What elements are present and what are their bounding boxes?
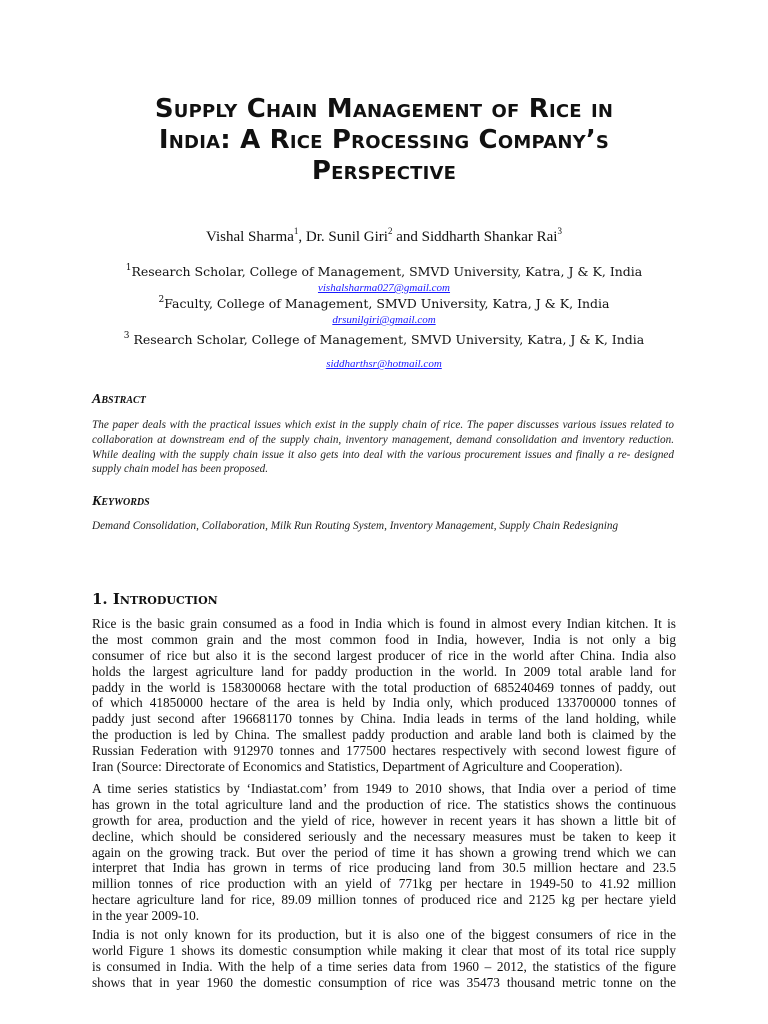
text-line: decline, which should be considered seriously and the necessary measures must be taken to keep it: [92, 828, 676, 844]
author-email-link[interactable]: siddharthsr@hotmail.com: [326, 358, 442, 370]
affiliation-text: Faculty, College of Management, SMVD University, Katra, J & K, India: [164, 296, 610, 311]
keywords-text: Demand Consolidation, Collaboration, Milk Run Routing System, Inventory Management, Supply Chain Redesigning: [92, 520, 619, 532]
abstract-heading: Abstract: [92, 392, 146, 407]
text-line: consumer of rice but also it is the second largest producer of rice in the world after China. India also: [92, 647, 676, 663]
text-line: world Figure 1 shows its domestic consumption while making it clear that most of its total rice supply: [92, 942, 676, 958]
title-line: India: A Rice Processing Company’s: [158, 125, 610, 155]
title-line: Perspective: [311, 156, 457, 186]
text-line: hectare agriculture land for rice, 89.09 million tonnes of produced rice and 2125 kg per hectare yield: [92, 892, 676, 908]
text-line: in the year 2009-10.: [92, 908, 200, 924]
author-affiliation-mark: 1: [293, 226, 299, 236]
text-line: paddy just second after 196681170 tonnes by China. India leads in terms of the land holding, while: [92, 711, 676, 727]
text-line: is consumed in India. With the help of a time series data from 1960 – 2012, the statistics of the figure: [92, 958, 676, 974]
author-email-link[interactable]: drsunilgiri@gmail.com: [332, 314, 436, 326]
author-email-link[interactable]: vishalsharma027@gmail.com: [317, 282, 451, 294]
text-line: Russian Federation with 912970 tonnes and 177500 hectares respectively with second lowest figure of: [92, 743, 676, 759]
affiliation-text: Research Scholar, College of Management, SMVD University, Katra, J & K, India: [131, 264, 643, 279]
affiliation: [0, 332, 768, 347]
text-line: shows that in year 1960 the domestic consumption of rice was 35473 thousand metric tonne on the: [92, 974, 676, 990]
text-line: million tonnes of rice production with an yield of 771kg per hectare in 1949-50 to 41.92 million: [92, 876, 676, 892]
text-line: India is not only known for its production, but it is also one of the biggest consumers of rice in the: [92, 927, 676, 942]
text-line: of which 41850000 hectare of the area is held by India only, which produced 133700000 tonnes of: [92, 695, 676, 711]
text-line: paddy in the world is 158300068 hectare with the total production of 685240469 tonnes of paddy, out: [92, 679, 676, 695]
affiliation-text: Research Scholar, College of Management, SMVD University, Katra, J & K, India: [129, 332, 645, 347]
author-affiliation-mark: 2: [387, 226, 393, 236]
text-line: growth for area, production and the yield of rice, however in recent years it has shown a little bit of: [92, 812, 676, 828]
body-paragraph: [92, 616, 676, 775]
text-line: Rice is the basic grain consumed as a food in India which is found in almost every Indian kitchen. It is: [92, 616, 676, 631]
affiliation: [0, 264, 768, 279]
affiliation-mark: 2: [158, 294, 165, 305]
title-line: Supply Chain Management of Rice in: [154, 94, 614, 124]
text-line: holds the largest agriculture land for paddy production in the world. In 2009 total arable land for: [92, 663, 676, 679]
author-affiliation-mark: 3: [557, 226, 562, 236]
text-line: interpret that India has grown in terms of rice producing land from 30.5 million hectare and 23.5: [92, 860, 676, 876]
text-line: has grown in the total agriculture land and the production of rice. The statistics shows the continuous: [92, 796, 676, 812]
affiliation-mark: 3: [123, 330, 130, 341]
affiliation-mark: 1: [125, 262, 132, 273]
body-paragraph: [92, 781, 676, 924]
author-name: and Siddharth Shankar Rai: [392, 229, 558, 245]
text-line: A time series statistics by ‘Indiastat.com’ from 1949 to 2010 shows, that India over a period of time: [92, 781, 676, 796]
paper-title: [80, 94, 688, 187]
affiliation: [0, 296, 768, 311]
author-name: Vishal Sharma: [206, 229, 294, 245]
abstract-text: The paper deals with the practical issues which exist in the supply chain of rice. The paper discusses various issues related to collaboration at downstream end of the supply chain, inventory management, demand consolidation and inventory reduction. While dealing with the supply chain issue it also gets into deal with the various procurement issues and finally a re- designed supply chain model has been proposed.: [92, 419, 674, 476]
keywords-heading: Keywords: [92, 494, 150, 509]
text-line: the most common grain and the most common food in India, however, India is not only a big: [92, 631, 676, 647]
body-paragraph: [92, 927, 676, 991]
author-name: , Dr. Sunil Giri: [298, 229, 388, 245]
text-line: the production is led by China. The smallest paddy production and arable land both is claimed by the: [92, 727, 676, 743]
text-line: Iran (Source: Directorate of Economics and Statistics, Department of Agriculture and Cooperation).: [92, 759, 623, 775]
introduction-heading: 1. Introduction: [92, 590, 218, 608]
author-list: [0, 226, 768, 246]
text-line: again on the growing track. But over the period of time it has shown a growing trend which we can: [92, 844, 676, 860]
